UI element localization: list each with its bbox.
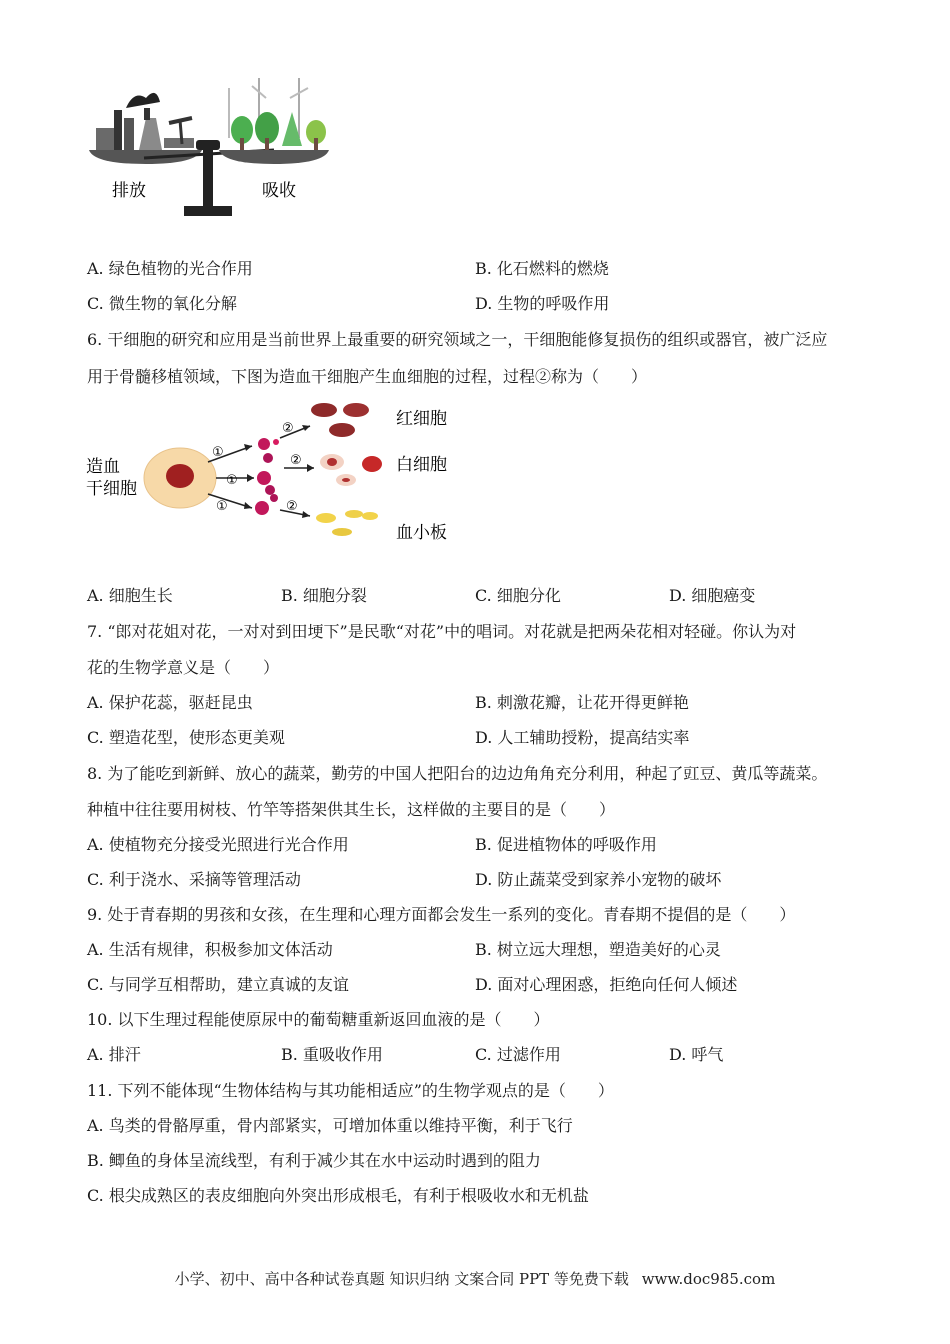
q10-option-c[interactable]: C. 过滤作用	[475, 1045, 561, 1064]
q6-stem-line1: 6. 干细胞的研究和应用是当前世界上最重要的研究领域之一，干细胞能修复损伤的组织或器官，被广泛应	[87, 330, 828, 349]
q5-option-c[interactable]: C. 微生物的氧化分解	[87, 294, 237, 313]
q9-option-d[interactable]: D. 面对心理困惑，拒绝向任何人倾述	[475, 975, 738, 994]
q8-stem-line1: 8. 为了能吃到新鲜、放心的蔬菜，勤劳的中国人把阳台的边边角角充分利用，种起了豇豆、黄瓜等蔬菜。	[87, 764, 828, 783]
step1-label-bottom: ①	[216, 499, 228, 514]
q7-stem-line2: 花的生物学意义是（ ）	[87, 658, 280, 677]
q9-option-a[interactable]: A. 生活有规律，积极参加文体活动	[87, 940, 333, 959]
q11-option-b[interactable]: B. 鲫鱼的身体呈流线型，有利于减少其在水中运动时遇到的阻力	[87, 1151, 541, 1170]
q10-option-b[interactable]: B. 重吸收作用	[281, 1045, 383, 1064]
q9-stem-line1: 9. 处于青春期的男孩和女孩，在生理和心理方面都会发生一系列的变化。青春期不提倡的是（ ）	[87, 905, 796, 924]
step2-label-bottom: ②	[286, 499, 298, 514]
q6-option-c[interactable]: C. 细胞分化	[475, 586, 561, 605]
carbon-balance-figure	[84, 78, 334, 223]
q7-option-a[interactable]: A. 保护花蕊，驱赶昆虫	[87, 693, 253, 712]
stem-cell-label-line1: 造血	[86, 457, 120, 477]
step1-label-top: ①	[212, 445, 224, 460]
q11-option-c[interactable]: C. 根尖成熟区的表皮细胞向外突出形成根毛，有利于根吸收水和无机盐	[87, 1186, 589, 1205]
platelet-label: 血小板	[396, 523, 447, 543]
q5-option-a[interactable]: A. 绿色植物的光合作用	[87, 259, 253, 278]
q8-stem-line2: 种植中往往要用树枝、竹竿等搭架供其生长，这样做的主要目的是（ ）	[87, 800, 616, 819]
q7-stem-line1: 7. “郎对花姐对花，一对对到田埂下”是民歌“对花”中的唱词。对花就是把两朵花相对轻碰。你认为对	[87, 622, 797, 641]
q10-option-a[interactable]: A. 排汗	[87, 1045, 141, 1064]
q7-option-d[interactable]: D. 人工辅助授粉，提高结实率	[475, 728, 690, 747]
hematopoiesis-figure	[84, 398, 464, 548]
q9-option-c[interactable]: C. 与同学互相帮助，建立真诚的友谊	[87, 975, 349, 994]
q6-option-a[interactable]: A. 细胞生长	[87, 586, 173, 605]
q9-option-b[interactable]: B. 树立远大理想，塑造美好的心灵	[475, 940, 721, 959]
step2-label-top: ②	[282, 421, 294, 436]
q11-option-a[interactable]: A. 鸟类的骨骼厚重，骨内部紧实，可增加体重以维持平衡，利于飞行	[87, 1116, 573, 1135]
q5-option-d[interactable]: D. 生物的呼吸作用	[475, 294, 610, 313]
step2-label-mid: ②	[290, 453, 302, 468]
q6-stem-line2: 用于骨髓移植领域，下图为造血干细胞产生血细胞的过程，过程②称为（ ）	[87, 367, 648, 386]
footer-link[interactable]: www.doc985.com	[641, 1270, 776, 1288]
footer-text: 小学、初中、高中各种试卷真题 知识归纳 文案合同 PPT 等免费下载	[174, 1270, 629, 1288]
q8-option-c[interactable]: C. 利于浇水、采摘等管理活动	[87, 870, 301, 889]
step1-label-mid: ①	[226, 473, 238, 488]
q10-option-d[interactable]: D. 呼气	[669, 1045, 724, 1064]
q5-option-b[interactable]: B. 化石燃料的燃烧	[475, 259, 609, 278]
emission-label: 排放	[112, 181, 146, 201]
q6-option-d[interactable]: D. 细胞癌变	[669, 586, 756, 605]
q7-option-b[interactable]: B. 刺激花瓣，让花开得更鲜艳	[475, 693, 689, 712]
q8-option-d[interactable]: D. 防止蔬菜受到家养小宠物的破坏	[475, 870, 722, 889]
q8-option-b[interactable]: B. 促进植物体的呼吸作用	[475, 835, 657, 854]
q6-option-b[interactable]: B. 细胞分裂	[281, 586, 367, 605]
wbc-label: 白细胞	[396, 455, 447, 475]
q7-option-c[interactable]: C. 塑造花型，使形态更美观	[87, 728, 285, 747]
q8-option-a[interactable]: A. 使植物充分接受光照进行光合作用	[87, 835, 349, 854]
rbc-label: 红细胞	[396, 409, 447, 429]
absorption-label: 吸收	[262, 181, 296, 201]
q10-stem-line1: 10. 以下生理过程能使原尿中的葡萄糖重新返回血液的是（ ）	[87, 1010, 550, 1029]
page-footer	[0, 1268, 950, 1289]
stem-cell-label-line2: 干细胞	[86, 479, 137, 499]
q11-stem-line1: 11. 下列不能体现“生物体结构与其功能相适应”的生物学观点的是（ ）	[87, 1081, 614, 1100]
